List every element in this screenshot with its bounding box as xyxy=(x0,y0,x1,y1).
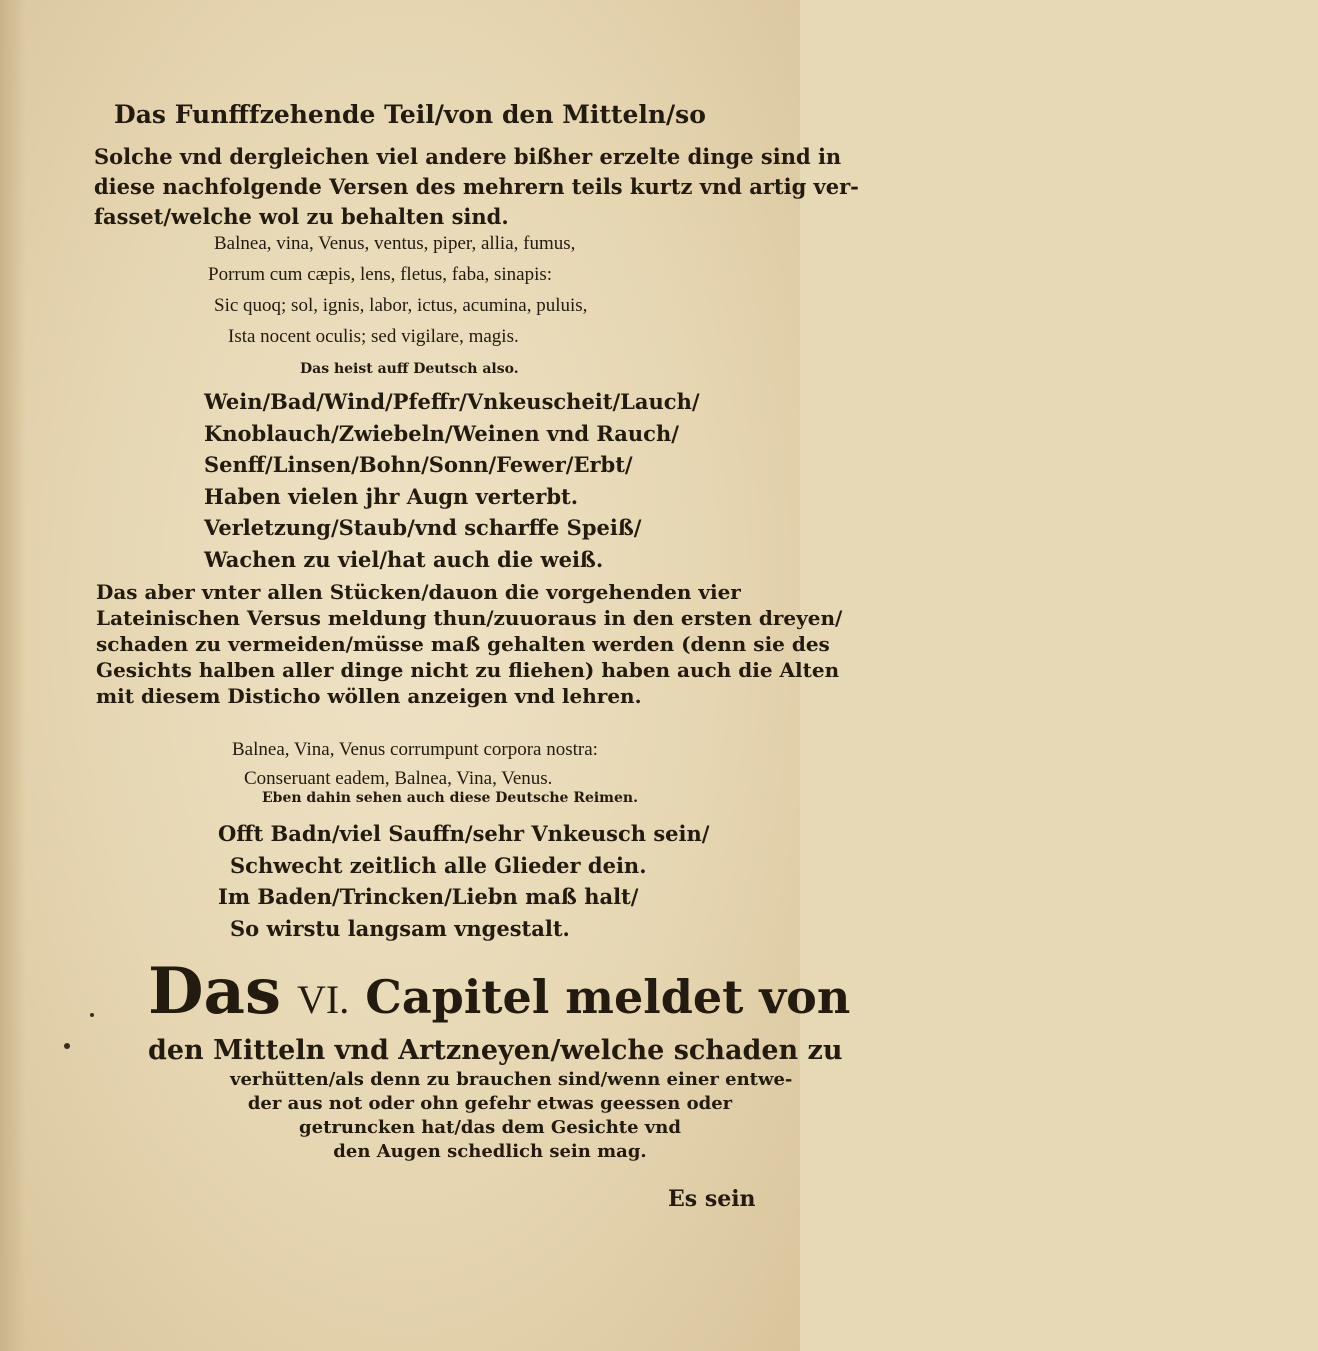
text-line: schaden zu vermeiden/müsse maß gehalten werden (denn sie des xyxy=(96,632,830,656)
text-line: fasset/welche wol zu behalten sind. xyxy=(94,204,509,229)
text-line: diese nachfolgende Versen des mehrern teils kurtz vnd artig ver- xyxy=(94,174,859,199)
verse-line: Offt Badn/viel Sauffn/sehr Vnkeusch sein/ xyxy=(218,821,710,846)
verse-line: Schwecht zeitlich alle Glieder dein. xyxy=(230,852,647,878)
catchword: Es sein xyxy=(668,1186,756,1212)
running-head: Das Funfffzehende Teil/von den Mitteln/so xyxy=(114,100,706,129)
verse-line: Sic quoq; sol, ignis, labor, ictus, acumina, puluis, xyxy=(214,295,588,316)
text-line: den Augen schedlich sein mag. xyxy=(333,1141,647,1162)
paragraph-intro xyxy=(94,142,859,232)
chapter-title-rest: Capitel meldet von xyxy=(365,970,851,1024)
verse-line: Senff/Linsen/Bohn/Sonn/Fewer/Erbt/ xyxy=(204,452,633,477)
text-line: Das aber vnter allen Stücken/dauon die vorgehenden vier xyxy=(96,580,741,604)
verse-line: So wirstu langsam vngestalt. xyxy=(230,915,570,941)
verse-line: Balnea, Vina, Venus corrumpunt corpora nostra: xyxy=(232,739,598,760)
chapter-number: VI. xyxy=(297,977,350,1022)
verse-line: Haben vielen jhr Augn verterbt. xyxy=(204,483,579,509)
chapter-word-das: Das xyxy=(148,954,281,1029)
chapter-summary xyxy=(230,1068,793,1164)
verse-line: Knoblauch/Zwiebeln/Weinen vnd Rauch/ xyxy=(204,420,679,446)
text-line: mit diesem Disticho wöllen anzeigen vnd lehren. xyxy=(96,684,642,708)
latin-verse-1 xyxy=(208,228,864,352)
verse-line: Verletzung/Staub/vnd scharffe Speiß/ xyxy=(204,515,642,540)
page-gutter-shadow xyxy=(0,0,26,1351)
verse-line: Wachen zu viel/hat auch die weiß. xyxy=(204,546,604,572)
chapter-heading xyxy=(148,954,851,1029)
german-verse-2 xyxy=(218,818,868,944)
text-line: Solche vnd dergleichen viel andere bißher erzelte dinge sind in xyxy=(94,144,842,169)
paragraph-distich xyxy=(96,579,843,709)
text-line: verhütten/als denn zu brauchen sind/wenn einer entwe- xyxy=(230,1069,793,1090)
verse-line: Wein/Bad/Wind/Pfeffr/Vnkeuscheit/Lauch/ xyxy=(204,389,700,414)
verse-line: Ista nocent oculis; sed vigilare, magis. xyxy=(228,326,519,347)
latin-verse-2 xyxy=(232,735,882,793)
text-line: Lateinischen Versus meldung thun/zuuoraus in den ersten dreyen/ xyxy=(96,606,843,630)
verse-line: Im Baden/Trincken/Liebn maß halt/ xyxy=(218,884,639,909)
ink-speck xyxy=(90,1013,94,1017)
ink-speck xyxy=(64,1043,70,1049)
text-line: Gesichts halben aller dinge nicht zu fliehen) haben auch die Alten xyxy=(96,658,840,682)
german-verse-1 xyxy=(204,386,854,575)
verse-line: Balnea, vina, Venus, ventus, piper, allia, fumus, xyxy=(214,233,576,254)
chapter-subtitle: den Mitteln vnd Artzneyen/welche schaden zu xyxy=(148,1035,843,1066)
caption-rhymes: Eben dahin sehen auch diese Deutsche Reimen. xyxy=(262,790,638,806)
caption-translation: Das heist auff Deutsch also. xyxy=(300,361,519,377)
verse-line: Conseruant eadem, Balnea, Vina, Venus. xyxy=(244,768,553,789)
verse-line: Porrum cum cæpis, lens, fletus, faba, sinapis: xyxy=(208,264,553,285)
text-line: getruncken hat/das dem Gesichte vnd xyxy=(299,1117,681,1138)
text-line: der aus not oder ohn gefehr etwas geessen oder xyxy=(247,1093,733,1114)
